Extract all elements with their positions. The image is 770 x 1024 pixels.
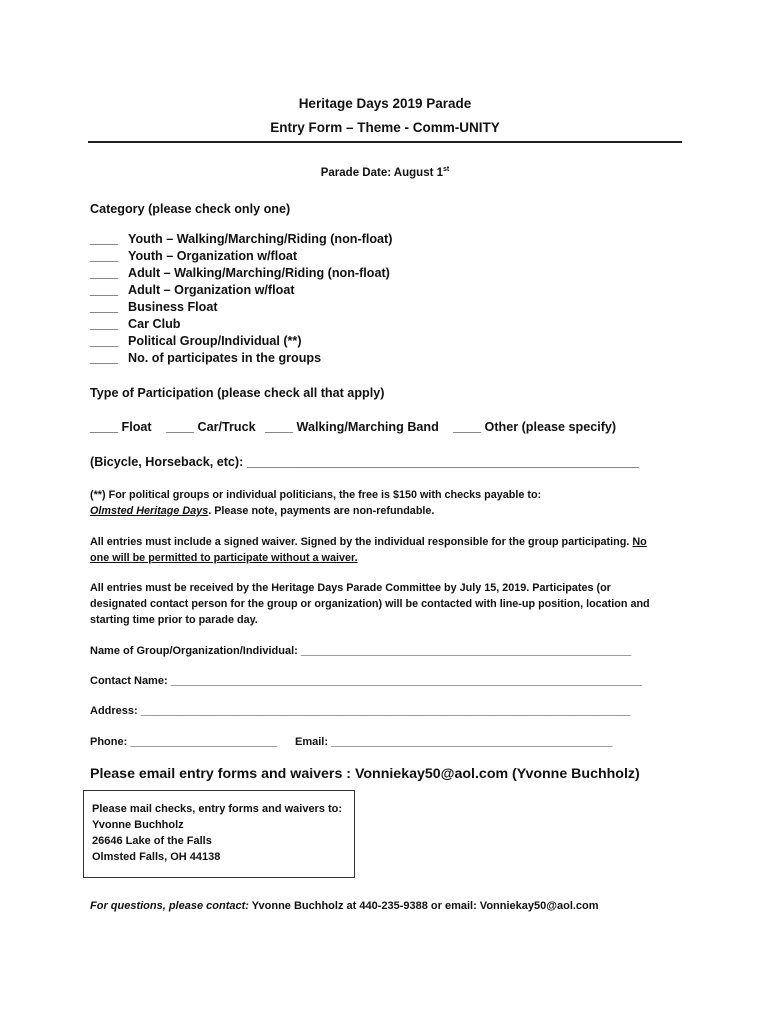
parade-date-suffix: st (443, 166, 450, 173)
category-option[interactable] (90, 334, 302, 348)
checkbox-blank[interactable]: ____ (90, 420, 119, 434)
deadline-note-line2: designated contact person for the group or organization) will be contacted with line-up position, location and (90, 598, 650, 610)
category-option[interactable] (90, 300, 218, 314)
option-label: Other (please specify) (484, 420, 617, 434)
category-option[interactable] (90, 317, 180, 331)
participation-option-walking-band[interactable] (265, 420, 439, 434)
mailing-address-box (83, 790, 355, 878)
waiver-text: All entries must include a signed waiver. Signed by the individual responsible for the group participating. (90, 536, 633, 548)
checkbox-blank[interactable]: ____ (265, 420, 294, 434)
category-label: Business Float (128, 300, 218, 314)
checkbox-blank[interactable]: ____ (166, 420, 195, 434)
checkbox-blank[interactable]: ____ (90, 300, 119, 314)
header-divider (88, 141, 682, 143)
email-instructions: Please email entry forms and waivers : Vonniekay50@aol.com (Yvonne Buchholz) (90, 766, 640, 782)
category-option[interactable] (90, 232, 392, 246)
checkbox-blank[interactable]: ____ (90, 283, 119, 297)
political-note-line2 (90, 505, 434, 517)
category-option[interactable] (90, 249, 297, 263)
refund-note: . Please note, payments are non-refundable. (208, 505, 435, 517)
deadline-note-line1: All entries must be received by the Heritage Days Parade Committee by July 15, 2019. Participates (or (90, 582, 611, 594)
participation-option-other[interactable] (453, 420, 616, 434)
contact-details: Yvonne Buchholz at 440-235-9388 or email: Vonniekay50@aol.com (248, 900, 599, 912)
category-label: Adult – Organization w/float (128, 283, 295, 297)
contact-label: For questions, please contact: (90, 900, 249, 912)
category-label: Youth – Organization w/float (128, 249, 298, 263)
phone-field[interactable]: Phone: ________________________ (90, 736, 278, 748)
category-label: Political Group/Individual (**) (128, 334, 302, 348)
option-label: Float (121, 420, 152, 434)
waiver-emphasis: No (632, 536, 647, 548)
checkbox-blank[interactable]: ____ (453, 420, 482, 434)
participation-heading: Type of Participation (please check all that apply) (90, 386, 385, 400)
political-note-line1: (**) For political groups or individual politicians, the free is $150 with checks payable to: (90, 489, 542, 501)
mailbox-line3: 26646 Lake of the Falls (92, 835, 212, 847)
checkbox-blank[interactable]: ____ (90, 249, 119, 263)
mailbox-line4: Olmsted Falls, OH 44138 (92, 851, 221, 863)
checkbox-blank[interactable]: ____ (90, 334, 119, 348)
email-field[interactable]: Email: ______________________________________________ (295, 736, 613, 748)
category-label: Car Club (128, 317, 181, 331)
waiver-note-line2: one will be permitted to participate without a waiver. (90, 552, 358, 564)
other-specify-field[interactable]: (Bicycle, Horseback, etc): ________________________________________________________ (90, 455, 640, 469)
payee-name: Olmsted Heritage Days (90, 505, 209, 517)
checkbox-blank[interactable]: ____ (90, 266, 119, 280)
category-label: No. of participates in the groups (128, 351, 322, 365)
contact-name-field[interactable]: Contact Name: _____________________________________________________________________________ (90, 675, 642, 687)
category-heading: Category (please check only one) (90, 202, 291, 216)
parade-date-label: Parade Date: August 1 (320, 166, 444, 179)
category-label: Adult – Walking/Marching/Riding (non-float) (128, 266, 390, 280)
page-title: Heritage Days 2019 Parade (298, 96, 472, 111)
checkbox-blank[interactable]: ____ (90, 317, 119, 331)
participation-option-car-truck[interactable] (166, 420, 256, 434)
mailbox-line2: Yvonne Buchholz (92, 819, 184, 831)
waiver-note-line1 (90, 536, 647, 548)
contact-footer (90, 900, 599, 912)
mailbox-line1: Please mail checks, entry forms and waivers to: (92, 803, 343, 815)
parade-date (0, 166, 770, 179)
option-label: Walking/Marching Band (296, 420, 439, 434)
group-name-field[interactable]: Name of Group/Organization/Individual: ______________________________________________________ (90, 645, 632, 657)
option-label: Car/Truck (197, 420, 256, 434)
page-subtitle: Entry Form – Theme - Comm-UNITY (270, 120, 500, 135)
category-option[interactable] (90, 283, 295, 297)
deadline-note-line3: starting time prior to parade day. (90, 614, 258, 626)
category-label: Youth – Walking/Marching/Riding (non-float) (128, 232, 393, 246)
participation-option-float[interactable] (90, 420, 152, 434)
category-option[interactable] (90, 266, 390, 280)
address-field[interactable]: Address: ________________________________________________________________________________ (90, 705, 631, 717)
checkbox-blank[interactable]: ____ (90, 351, 119, 365)
category-option[interactable] (90, 351, 321, 365)
checkbox-blank[interactable]: ____ (90, 232, 119, 246)
